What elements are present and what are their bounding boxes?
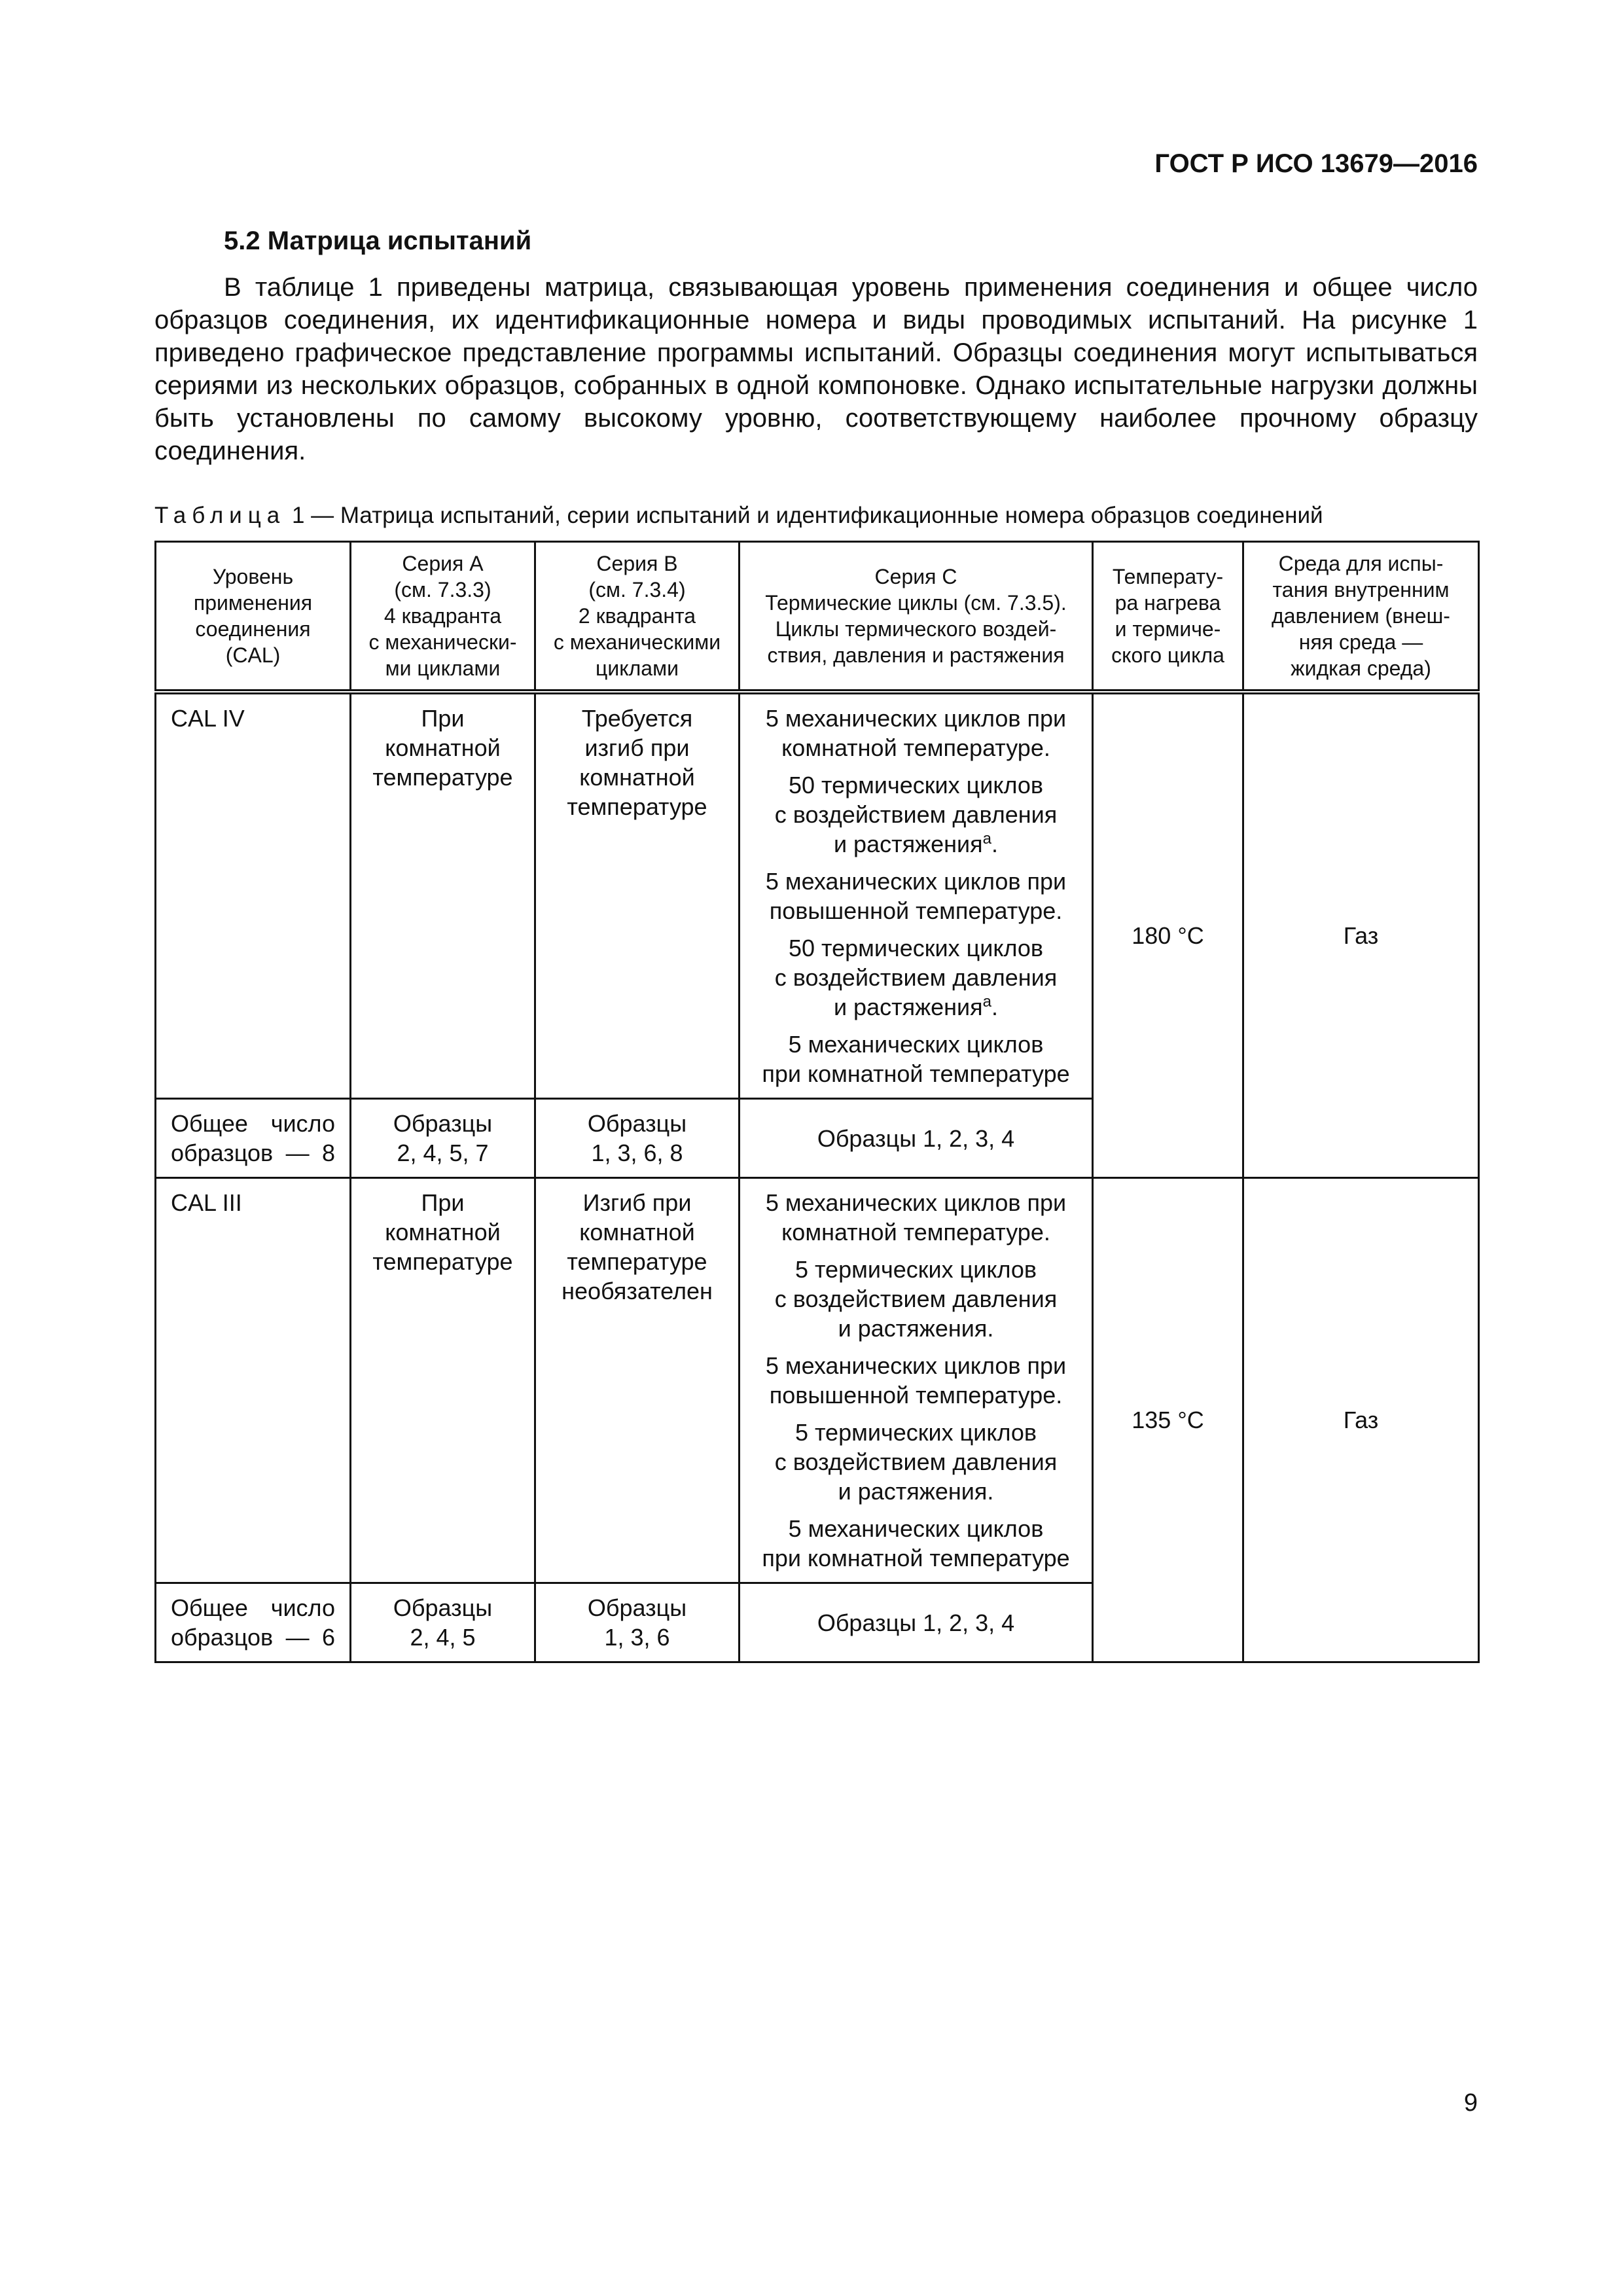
standard-header: ГОСТ Р ИСО 13679—2016 (1154, 149, 1478, 178)
page-number: 9 (1463, 2089, 1478, 2117)
header-medium: Среда для испы- тания внутренним давлением (внеш- няя среда — жидкая среда) (1243, 542, 1479, 692)
intro-paragraph: В таблице 1 приведены матрица, связывающая уровень применения соединения и общее число образцов соединения, их идентификационные номера и виды проводимых испытаний. На рисунке 1 приведено графическое представление программы испытаний. Образцы соединения могут испытываться сериями из нескольких образцов, собранных в одной компоновке. Однако испытательные нагрузки должны быть установлены по самому высокому уровню, соответствующему наиболее прочному образцу соединения. (154, 273, 1478, 465)
test-matrix-table (154, 541, 1480, 1663)
header-temperature: Температу- ра нагрева и термиче- ского цикла (1093, 542, 1243, 692)
total-samples-cell: Общее число образцов — 8 (156, 1099, 351, 1178)
header-series-a: Серия А (см. 7.3.3) 4 квадранта с механически- ми циклами (351, 542, 535, 692)
header-series-c: Серия С Термические циклы (см. 7.3.5). Циклы термического воздей- ствия, давления и растяжения (740, 542, 1093, 692)
medium-cell: Газ (1243, 692, 1479, 1178)
samples-a-cell: Образцы 2, 4, 5, 7 (351, 1099, 535, 1178)
table-caption-label: Таблица (154, 503, 286, 528)
footnote-mark: a (982, 993, 992, 1011)
table-header-row (156, 542, 1479, 692)
header-series-b: Серия В (см. 7.3.4) 2 квадранта с механическими циклами (535, 542, 740, 692)
header-cal: Уровень применения соединения (CAL) (156, 542, 351, 692)
samples-c-cell: Образцы 1, 2, 3, 4 (740, 1583, 1093, 1662)
samples-b-cell: Образцы 1, 3, 6 (535, 1583, 740, 1662)
series-b-cell: Требуется изгиб при комнатной температуре (535, 692, 740, 1099)
total-samples-cell: Общее число образцов — 6 (156, 1583, 351, 1662)
table-row-cal-iv (156, 692, 1479, 1099)
samples-b-cell: Образцы 1, 3, 6, 8 (535, 1099, 740, 1178)
series-c-cell: 5 механических циклов при комнатной температуре. 5 термических циклов с воздействием давления и растяжения. 5 механических циклов при повышенной температуре. 5 термических циклов с воздействием давления и растяжения. 5 механических циклов при комнатной температуре (740, 1178, 1093, 1583)
table-caption (154, 503, 1323, 529)
section-title: 5.2 Матрица испытаний (224, 226, 532, 255)
series-c-cell: 5 механических циклов при комнатной температуре. 50 термических циклов с воздействием давления и растяжения$^a$. 5 механических циклов при повышенной температуре. 50 термических циклов с воздействием давления и растяжения$^a$. 5 механических циклов при комнатной температуре (740, 692, 1093, 1099)
series-a-cell: При комнатной температуре (351, 692, 535, 1099)
cal-level-cell: CAL III (156, 1178, 351, 1583)
footnote-mark: a (982, 830, 992, 848)
table-caption-text: 1 — Матрица испытаний, серии испытаний и идентификационные номера образцов соединений (285, 503, 1323, 528)
medium-cell: Газ (1243, 1178, 1479, 1662)
cal-level-cell: CAL IV (156, 692, 351, 1099)
series-a-cell: При комнатной температуре (351, 1178, 535, 1583)
table-row-cal-iii (156, 1178, 1479, 1583)
series-b-cell: Изгиб при комнатной температуре необязателен (535, 1178, 740, 1583)
samples-c-cell: Образцы 1, 2, 3, 4 (740, 1099, 1093, 1178)
temperature-cell: 180 °C (1093, 692, 1243, 1178)
temperature-cell: 135 °C (1093, 1178, 1243, 1662)
samples-a-cell: Образцы 2, 4, 5 (351, 1583, 535, 1662)
